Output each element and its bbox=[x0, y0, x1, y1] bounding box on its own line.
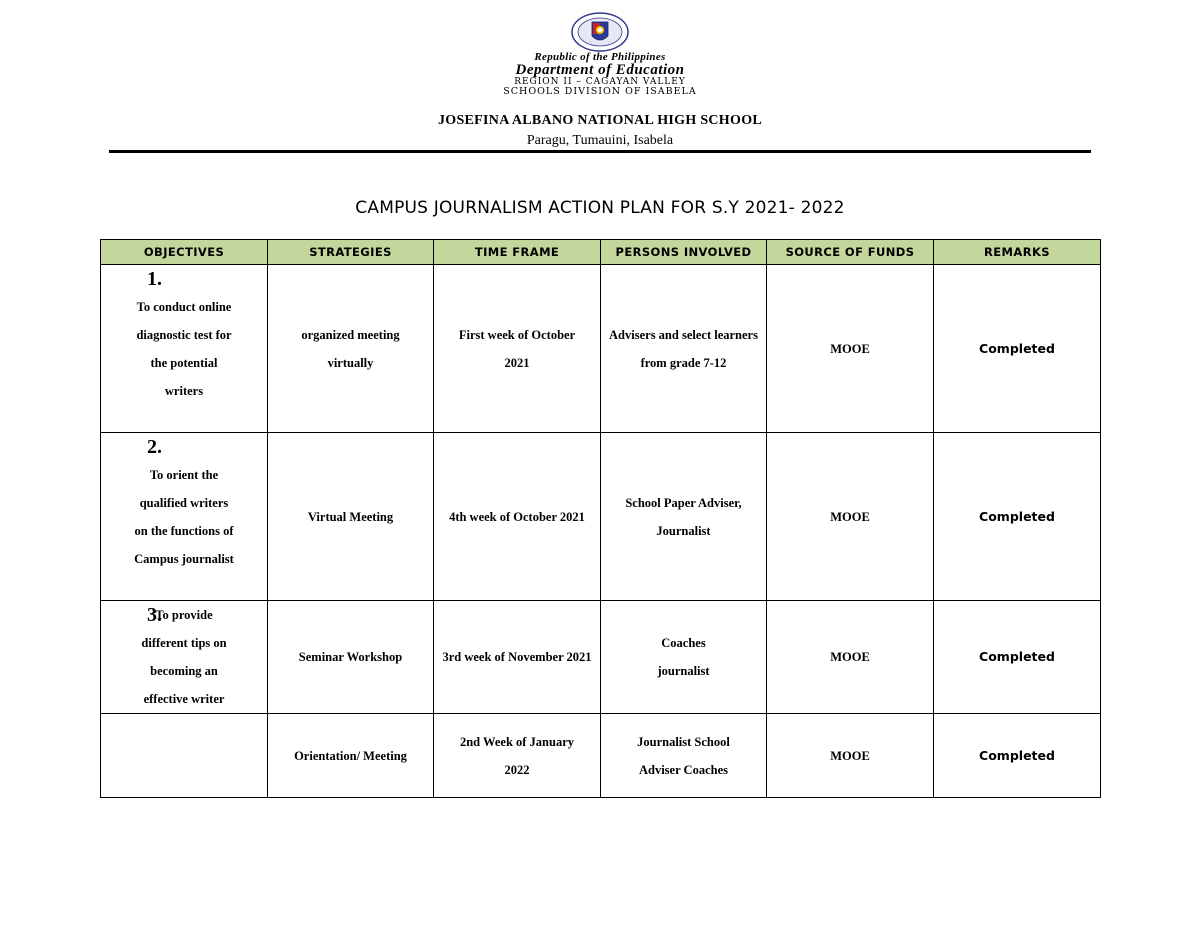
deped-seal-icon bbox=[571, 12, 629, 52]
strategy-text: Orientation/ Meeting bbox=[294, 748, 407, 763]
remarks-cell bbox=[934, 714, 1101, 798]
time-frame-cell bbox=[434, 433, 601, 601]
objective-number: 2. bbox=[147, 436, 162, 458]
document-title: CAMPUS JOURNALISM ACTION PLAN FOR S.Y 2021- 2022 bbox=[355, 198, 845, 218]
remarks-cell bbox=[934, 433, 1101, 601]
remarks-text: Completed bbox=[979, 508, 1055, 524]
remarks-cell bbox=[934, 601, 1101, 714]
strategy-cell bbox=[268, 433, 434, 601]
table-row bbox=[101, 714, 1101, 798]
funds-text: MOOE bbox=[830, 509, 870, 524]
table-row bbox=[101, 433, 1101, 601]
remarks-text: Completed bbox=[979, 649, 1055, 664]
objective-number: 3. bbox=[147, 604, 162, 626]
objective-cell bbox=[101, 265, 268, 433]
header-persons-involved: PERSONS INVOLVED bbox=[601, 240, 767, 265]
persons-cell bbox=[601, 433, 767, 601]
header-source-of-funds: SOURCE OF FUNDS bbox=[767, 240, 934, 265]
republic-line: Republic of the Philippines bbox=[534, 51, 666, 63]
persons-cell bbox=[601, 714, 767, 798]
persons-text: Coaches journalist bbox=[657, 636, 710, 678]
header-divider bbox=[109, 150, 1091, 153]
persons-text: Journalist School Adviser Coaches bbox=[637, 734, 730, 777]
objective-text: To orient the qualified writers on the functions of Campus journalist bbox=[134, 467, 234, 566]
region-line: REGION II – CAGAYAN VALLEY bbox=[514, 77, 686, 87]
header-time-frame: TIME FRAME bbox=[434, 240, 601, 265]
table-header-row bbox=[101, 240, 1101, 265]
strategy-cell bbox=[268, 714, 434, 798]
funds-text: MOOE bbox=[830, 341, 870, 356]
division-line: SCHOOLS DIVISION OF ISABELA bbox=[503, 86, 697, 97]
strategy-text: Virtual Meeting bbox=[307, 509, 394, 524]
time-frame-cell bbox=[434, 714, 601, 798]
persons-text: School Paper Adviser, Journalist bbox=[625, 495, 742, 538]
strategy-cell bbox=[268, 265, 434, 433]
action-plan-table bbox=[100, 239, 1101, 798]
objective-cell bbox=[101, 714, 268, 798]
funds-cell bbox=[767, 714, 934, 798]
objective-text: To conduct online diagnostic test for the potential writers bbox=[136, 299, 232, 398]
remarks-text: Completed bbox=[979, 747, 1055, 763]
remarks-cell bbox=[934, 265, 1101, 433]
strategy-text: Seminar Workshop bbox=[298, 650, 403, 664]
header-remarks: REMARKS bbox=[934, 240, 1101, 265]
objective-cell bbox=[101, 601, 268, 714]
objective-number: 1. bbox=[147, 268, 162, 290]
table-row bbox=[101, 265, 1101, 433]
time-frame-text: 2nd Week of January 2022 bbox=[459, 734, 575, 777]
persons-text: Advisers and select learners from grade 7-12 bbox=[609, 327, 758, 370]
table-row bbox=[101, 601, 1101, 714]
funds-cell bbox=[767, 265, 934, 433]
objective-cell bbox=[101, 433, 268, 601]
department-line: Department of Education bbox=[515, 62, 685, 78]
time-frame-cell bbox=[434, 265, 601, 433]
school-address: Paragu, Tumauini, Isabela bbox=[526, 133, 674, 148]
strategy-text: organized meeting virtually bbox=[301, 327, 400, 370]
funds-text: MOOE bbox=[830, 650, 870, 664]
funds-cell bbox=[767, 601, 934, 714]
school-name: JOSEFINA ALBANO NATIONAL HIGH SCHOOL bbox=[437, 113, 763, 128]
header-strategies: STRATEGIES bbox=[268, 240, 434, 265]
remarks-text: Completed bbox=[979, 340, 1055, 356]
objective-text: To provide different tips on becoming an effective writer bbox=[141, 608, 227, 706]
time-frame-cell bbox=[434, 601, 601, 714]
time-frame-text: First week of October 2021 bbox=[458, 327, 576, 370]
persons-cell bbox=[601, 601, 767, 714]
header-objectives: OBJECTIVES bbox=[101, 240, 268, 265]
persons-cell bbox=[601, 265, 767, 433]
time-frame-text: 4th week of October 2021 bbox=[449, 509, 585, 524]
strategy-cell bbox=[268, 601, 434, 714]
time-frame-text: 3rd week of November 2021 bbox=[442, 650, 592, 664]
funds-text: MOOE bbox=[830, 748, 870, 763]
funds-cell bbox=[767, 433, 934, 601]
